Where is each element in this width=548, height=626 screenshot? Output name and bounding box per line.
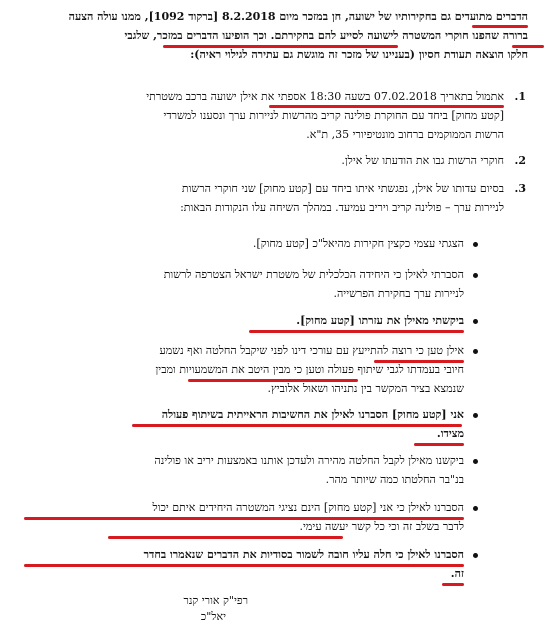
red-underline-mark [249, 330, 464, 333]
red-underline-mark [472, 25, 528, 28]
bullet-icon [473, 319, 478, 324]
bullet-line: ביקשתי מאילן את עזרתו [קטע מחוק]. [296, 314, 464, 327]
item-line: חוקרי הרשות גבו את הודעתו של אילן. [341, 154, 504, 167]
red-underline-mark [132, 424, 462, 427]
bullet-icon [473, 413, 478, 418]
bullet-line: מצידו. [436, 427, 464, 440]
bullet-icon [473, 349, 478, 354]
red-underline-mark [24, 517, 464, 520]
item-number: 1. [514, 90, 526, 103]
bullet-line: אני [קטע מחוק] הסברנו לאילן את החשיבות הראייתית בשיתוף פעולה [161, 408, 464, 421]
item-number: 2. [514, 154, 526, 167]
bullet-line: לניירות ערך בחקירת הפרשייה. [333, 287, 464, 300]
item-number: 3. [514, 182, 526, 195]
bullet-icon [473, 273, 478, 278]
intro-line: הדברים מתועדים גם בחקירותיו של ישועה, חן במזכר מיום 8.2.2018 [ברקוד 1092], ממנו עולה הצעה [68, 10, 528, 23]
bullet-line: הצגתי עצמי כקצין חקירות מהיאל"כ [קטע מחוק]. [252, 237, 464, 250]
bullet-line: זה. [450, 567, 464, 580]
bullet-line: הסברנו לאילן כי אני [קטע מחוק] הינם נציגי המשטרה היחידים איתם יכול [152, 501, 464, 514]
intro-line: ברורה שהפנו חוקרי המשטרה לישועה לסייע להם בחקירתם. וכך הופיעו הדברים במזכר, שלגבי [124, 29, 528, 42]
red-underline-mark [163, 45, 398, 48]
bullet-line: חיובי בעמדתו לגבי שיתוף פעולה וטען כי מבין היטב את המשמעויות ומבין [155, 363, 464, 376]
item-line: [קטע מחוק] ביחד עם החוקרת פולינה קריב מהרשות לניירות ערך ונסענו למשרדי [163, 109, 504, 122]
item-line: לניירות ערך – פולינה קריב ויריב עמיעד. במהלך השיחה עלו הנקודות הבאות: [180, 201, 504, 214]
bullet-line: הסברנו לאילן כי חלה עליו חובה לשמור בסודיות את הדברים שנאמרו בחדר [143, 548, 464, 561]
bullet-icon [473, 553, 478, 558]
red-underline-mark [188, 379, 358, 382]
red-underline-mark [24, 564, 464, 567]
bullet-line: הסברתי לאילן כי היחידה הכלכלית של משטרת ישראל הצטרפה לרשות [163, 268, 464, 281]
intro-line: חלקו הוצאה תעודת חסיון (בעניינו של מזכר זה מוגשת גם עתירה לגילוי ראיה): [190, 48, 528, 61]
item-line: אתמול בתאריך 07.02.2018 בשעה 18:30 אספתי את אילן ישועה ברכב משטרתי [146, 90, 504, 103]
signature-title: יאל"כ [200, 610, 226, 623]
bullet-icon [473, 506, 478, 511]
bullet-line: שנמצא בציר המקשר בין נתניהו ושאול אלוביץ. [267, 382, 464, 395]
red-underline-mark [269, 105, 504, 108]
item-line: הרשות הממוקמים ברחוב מונטיפיורי 35, ת"א. [306, 128, 504, 141]
red-underline-mark [442, 583, 464, 586]
red-underline-mark [512, 45, 544, 48]
bullet-line: לדבר בשלב זה וכי כל קשר יעשה עימי. [299, 520, 464, 533]
bullet-line: אילן טען כי רוצה להתייעץ עם עורכי דינו לפני שיקבל החלטה ואף נשמע [159, 344, 464, 357]
bullet-icon [473, 242, 478, 247]
red-underline-mark [374, 360, 464, 363]
bullet-line: בנ"בר החלטתו כמה שיותר מהר. [325, 473, 464, 486]
signature-name: רפי"ק אורי קנר [183, 594, 248, 607]
red-underline-mark [108, 536, 343, 539]
red-underline-mark [414, 443, 464, 446]
bullet-line: ביקשנו מאילן לקבל החלטה מהירה ולעדכן אותנו באמצעות יריב או פולינה [154, 454, 464, 467]
item-line: בסיום עדותו של אילן, נפגשתי איתו ביחד עם [קטע מחוק] שני חוקרי הרשות [181, 182, 504, 195]
bullet-icon [473, 459, 478, 464]
